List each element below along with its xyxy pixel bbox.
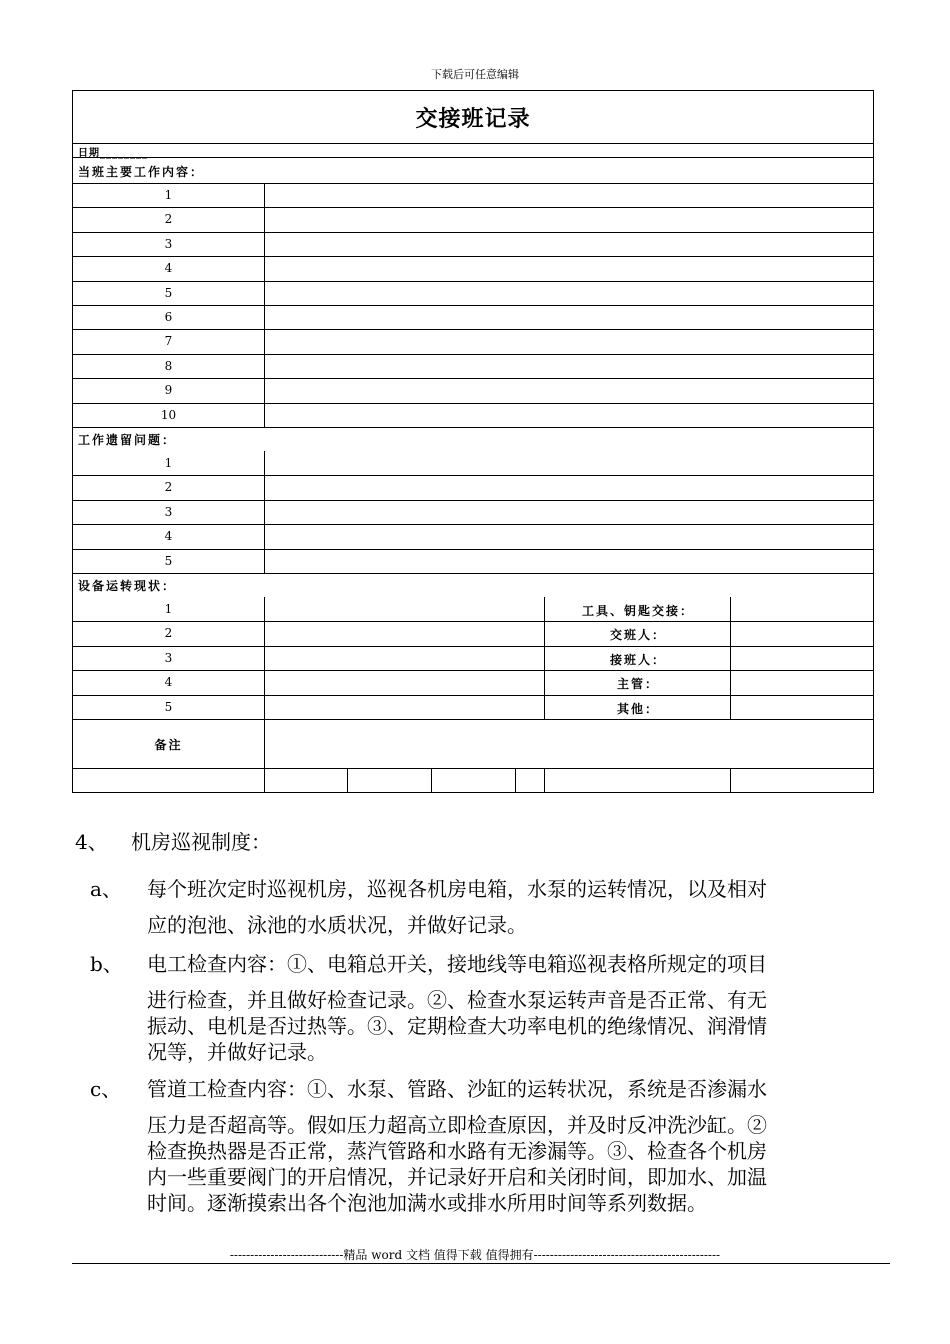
remarks-label: 备注 (154, 738, 183, 752)
row-number: 4 (164, 675, 173, 690)
column-divider (544, 768, 545, 793)
text-line: 压力是否超高等。假如压力超高立即检查原因，并及时反冲洗沙缸。② (147, 1113, 767, 1137)
column-divider (515, 768, 516, 793)
row-divider (73, 403, 873, 404)
row-number: 4 (164, 261, 173, 276)
row-right-label: 接班人： (609, 652, 666, 667)
row-number: 10 (160, 407, 177, 422)
row-number: 9 (164, 383, 173, 398)
row-right-label: 主管： (616, 677, 659, 692)
text-line: 检查换热器是否正常，蒸汽管路和水路有无渗漏等。③、检查各个机房 (147, 1139, 767, 1163)
row-divider (73, 329, 873, 330)
row-divider (73, 232, 873, 233)
row-right-label: 交班人： (609, 628, 666, 643)
date-label: 日期________ (78, 148, 148, 159)
list-text: 每个班次定时巡视机房，巡视各机房电箱，水泵的运转情况，以及相对 (147, 877, 767, 901)
section1-label: 当班主要工作内容： (78, 165, 205, 179)
row-number: 5 (164, 553, 173, 568)
footer-divider (72, 1263, 890, 1264)
header-note: 下载后可任意编辑 (431, 68, 519, 81)
row-number: 3 (164, 650, 173, 665)
section-number: 4、 (75, 830, 108, 854)
column-divider (431, 768, 432, 793)
column-divider (264, 597, 265, 719)
row-divider (73, 256, 873, 257)
row-number: 1 (164, 602, 173, 616)
text-line: 时间。逐渐摸索出各个泡池加满水或排水所用时间等系列数据。 (147, 1191, 707, 1215)
row-divider (73, 768, 873, 769)
text-line: 况等，并做好记录。 (147, 1040, 327, 1064)
row-divider (73, 646, 873, 647)
column-divider (264, 451, 265, 573)
section-heading (75, 826, 271, 855)
row-number: 3 (164, 504, 173, 519)
text-line: 内一些重要阀门的开启情况，并记录好开启和关闭时间，即加水、加温 (147, 1165, 767, 1189)
section2-label: 工作遗留问题： (78, 433, 177, 447)
row-number: 2 (164, 480, 173, 495)
row-right-label: 其他： (616, 701, 659, 716)
footer-text: ----------------------------精品 word 文档 值得下载 值得拥有---------------------------------------------- (229, 1248, 721, 1262)
row-divider (73, 719, 873, 720)
column-divider (544, 597, 545, 719)
row-number: 5 (164, 285, 173, 300)
row-divider (73, 670, 873, 671)
list-text: 管道工检查内容：①、水泵、管路、沙缸的运转状况，系统是否渗漏水 (147, 1077, 767, 1101)
row-divider (73, 305, 873, 306)
row-number: 1 (164, 456, 173, 470)
row-number: 6 (164, 310, 173, 324)
row-divider (73, 500, 873, 501)
row-number: 4 (164, 529, 173, 544)
row-right-label: 工具、钥匙交接： (581, 604, 694, 618)
row-number: 3 (164, 236, 173, 251)
column-divider (347, 768, 348, 793)
section-title: 机房巡视制度： (131, 830, 271, 854)
row-divider (73, 354, 873, 355)
divider (73, 157, 873, 158)
text-line: 进行检查，并且做好检查记录。②、检查水泵运转声音是否正常、有无 (147, 988, 767, 1012)
row-divider (73, 695, 873, 696)
row-divider (73, 573, 873, 574)
row-number: 8 (164, 358, 173, 373)
form-title: 交接班记录 (415, 107, 531, 132)
divider (73, 183, 873, 184)
row-number: 2 (164, 626, 173, 641)
row-divider (73, 549, 873, 550)
row-divider (73, 524, 873, 525)
row-divider (73, 281, 873, 282)
row-divider (73, 427, 873, 428)
column-divider (730, 597, 731, 719)
row-divider (73, 475, 873, 476)
text-line: 振动、电机是否过热等。③、定期检查大功率电机的绝缘情况、润滑情 (147, 1014, 767, 1038)
column-divider (730, 768, 731, 793)
row-number: 1 (164, 188, 173, 202)
row-divider (73, 621, 873, 622)
list-marker: a、 (90, 877, 122, 901)
column-divider (264, 183, 265, 427)
row-divider (73, 378, 873, 379)
list-text: 电工检查内容：①、电箱总开关，接地线等电箱巡视表格所规定的项目 (147, 952, 767, 976)
row-number: 2 (164, 212, 173, 227)
column-divider (264, 719, 265, 793)
row-divider (73, 207, 873, 208)
list-text-continuation (147, 1112, 889, 1216)
list-text-continuation (147, 987, 889, 1065)
list-marker: b、 (90, 952, 123, 976)
list-text-continuation (147, 912, 889, 938)
section3-label: 设备运转现状： (78, 579, 177, 593)
row-number: 5 (164, 699, 173, 714)
list-marker: c、 (90, 1077, 122, 1101)
row-number: 7 (164, 334, 173, 349)
text-line: 应的泡池、泳池的水质状况，并做好记录。 (147, 913, 527, 937)
divider (73, 143, 873, 144)
